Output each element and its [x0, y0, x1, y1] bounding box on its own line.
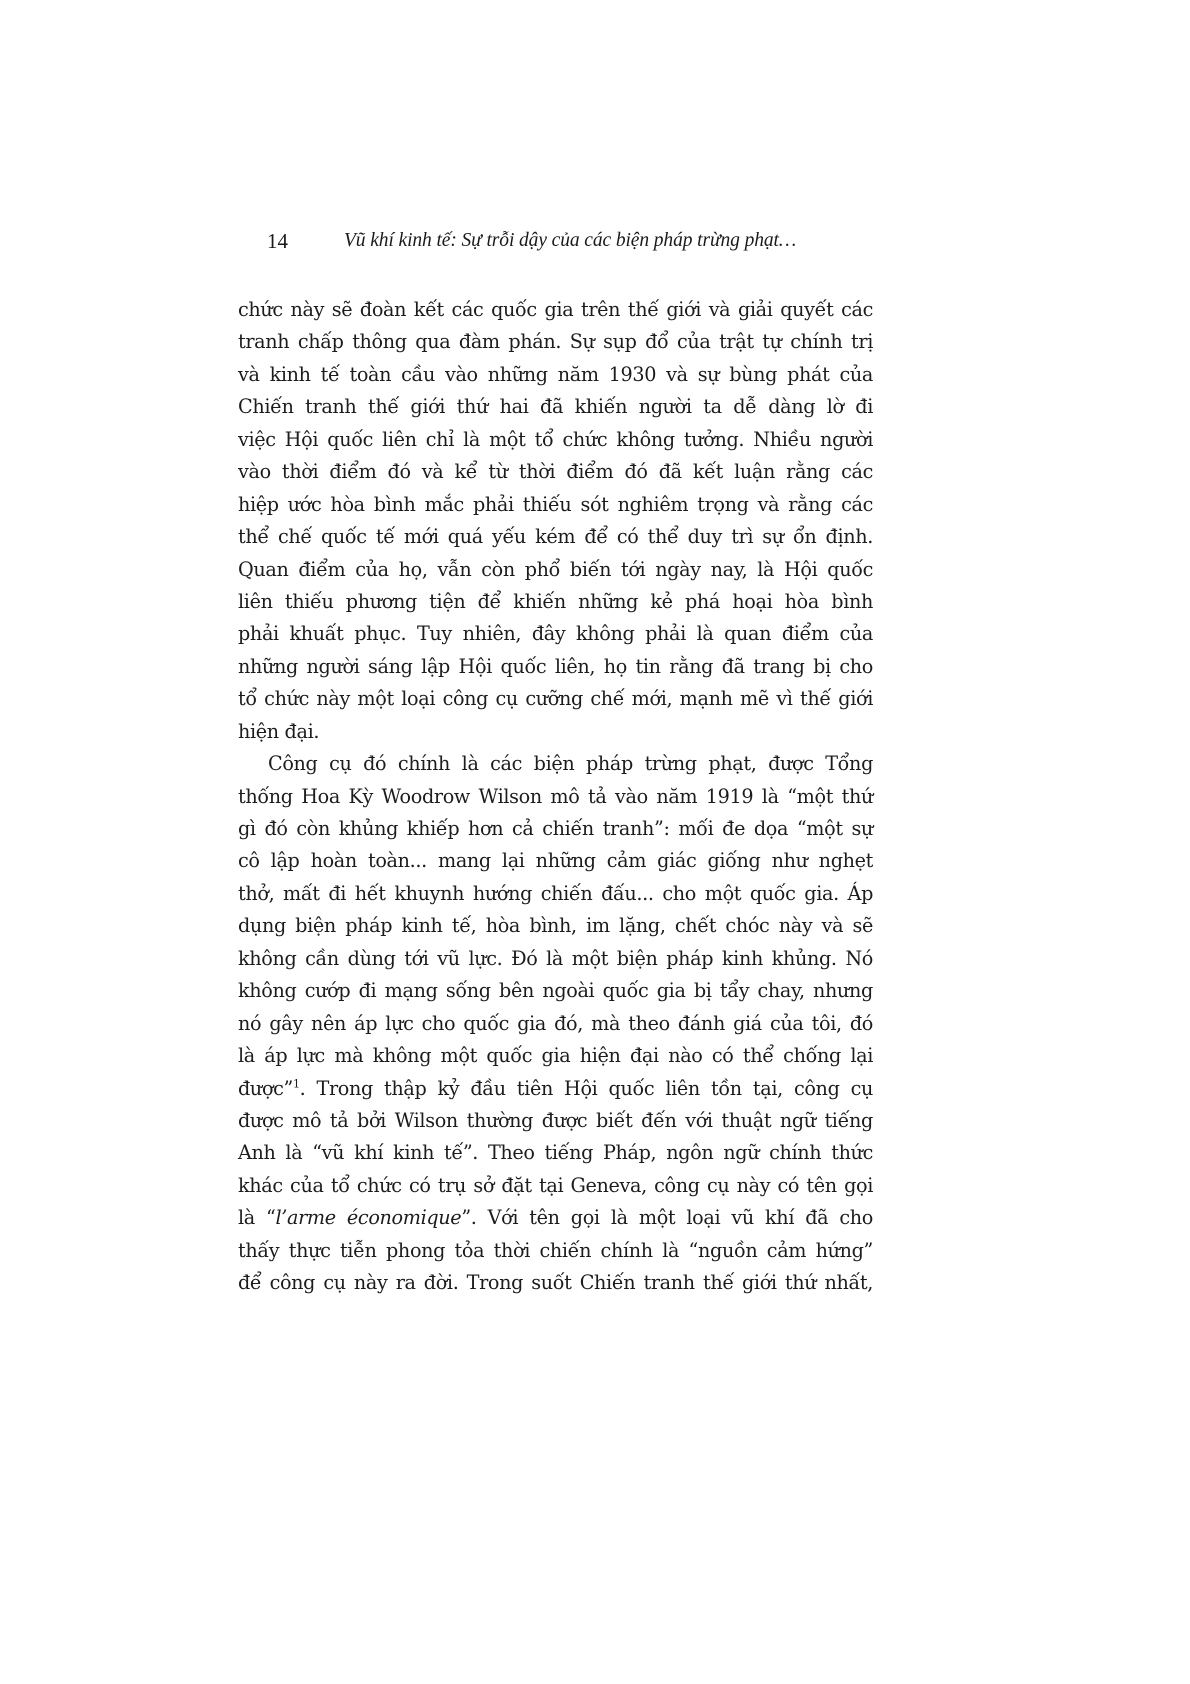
- body-text: [238, 294, 873, 1300]
- text-fragment: . Trong thập kỷ đầu tiên Hội quốc liên tồn tại, công cụ: [299, 1076, 873, 1100]
- text-line: chức này sẽ đoàn kết các quốc gia trên thế giới và giải quyết các: [238, 298, 873, 321]
- paragraph-end-line: hiện đại.: [238, 719, 320, 743]
- text-line: phải khuất phục. Tuy nhiên, đây không phải là quan điểm của: [238, 622, 873, 646]
- running-title: Vũ khí kinh tế: Sự trỗi dậy của các biện pháp trừng phạt…: [344, 230, 797, 251]
- text-line: để công cụ này ra đời. Trong suốt Chiến tranh thế giới thứ nhất,: [238, 1271, 873, 1295]
- text-line: cô lập hoàn toàn... mang lại những cảm giác giống như nghẹt: [238, 849, 873, 873]
- page-number: 14: [267, 229, 288, 253]
- text-line: liên thiếu phương tiện để khiến những kẻ phá hoại hòa bình: [238, 589, 873, 613]
- running-header: [267, 226, 907, 260]
- text-line: Quan điểm của họ, vẫn còn phổ biến tới ngày nay, là Hội quốc: [238, 557, 873, 581]
- text-line-with-italic: [238, 1202, 873, 1234]
- text-line: Chiến tranh thế giới thứ hai đã khiến người ta dễ dàng lờ đi: [238, 395, 873, 419]
- text-line: tranh chấp thông qua đàm phán. Sự sụp đổ của trật tự chính trị: [238, 330, 873, 354]
- text-line: khác của tổ chức có trụ sở đặt tại Geneva, công cụ này có tên gọi: [238, 1173, 873, 1197]
- text-line: thấy thực tiễn phong tỏa thời chiến chính là “nguồn cảm hứng”: [238, 1238, 873, 1262]
- text-line: việc Hội quốc liên chỉ là một tổ chức không tưởng. Nhiều người: [238, 427, 873, 451]
- text-line: dụng biện pháp kinh tế, hòa bình, im lặng, chết chóc này và sẽ: [238, 914, 873, 938]
- text-fragment: ”. Với tên gọi là một loại vũ khí đã cho: [461, 1206, 873, 1230]
- text-line: thể chế quốc tế mới quá yếu kém để có thể duy trì sự ổn định.: [238, 525, 873, 549]
- italic-term: l’arme économique: [275, 1206, 462, 1230]
- text-line: nó gây nên áp lực cho quốc gia đó, mà theo đánh giá của tôi, đó: [238, 1011, 873, 1035]
- text-line: không cướp đi mạng sống bên ngoài quốc gia bị tẩy chay, nhưng: [238, 979, 873, 1003]
- text-line: thống Hoa Kỳ Woodrow Wilson mô tả vào năm 1919 là “một thứ: [238, 784, 873, 808]
- text-fragment: được”: [238, 1076, 293, 1100]
- text-line: không cần dùng tới vũ lực. Đó là một biện pháp kinh khủng. Nó: [238, 946, 873, 970]
- text-line: và kinh tế toàn cầu vào những năm 1930 và sự bùng phát của: [238, 362, 873, 386]
- text-line: là áp lực mà không một quốc gia hiện đại nào có thể chống lại: [238, 1044, 873, 1068]
- text-line-with-footnote: [238, 1073, 873, 1105]
- text-fragment: là “: [238, 1206, 276, 1230]
- text-line: được mô tả bởi Wilson thường được biết đến với thuật ngữ tiếng: [238, 1108, 873, 1132]
- text-line: Anh là “vũ khí kinh tế”. Theo tiếng Pháp, ngôn ngữ chính thức: [238, 1141, 873, 1165]
- footnote-marker[interactable]: 1: [293, 1077, 300, 1091]
- text-line: tổ chức này một loại công cụ cưỡng chế mới, mạnh mẽ vì thế giới: [238, 687, 873, 711]
- text-line: gì đó còn khủng khiếp hơn cả chiến tranh”: mối đe dọa “một sự: [238, 817, 873, 840]
- paragraph-start-line: Công cụ đó chính là các biện pháp trừng phạt, được Tổng: [268, 752, 873, 776]
- text-line: vào thời điểm đó và kể từ thời điểm đó đã kết luận rằng các: [238, 460, 873, 484]
- text-line: những người sáng lập Hội quốc liên, họ tin rằng đã trang bị cho: [238, 654, 873, 678]
- text-line: hiệp ước hòa bình mắc phải thiếu sót nghiêm trọng và rằng các: [238, 492, 873, 516]
- text-line: thở, mất đi hết khuynh hướng chiến đấu... cho một quốc gia. Áp: [238, 881, 873, 905]
